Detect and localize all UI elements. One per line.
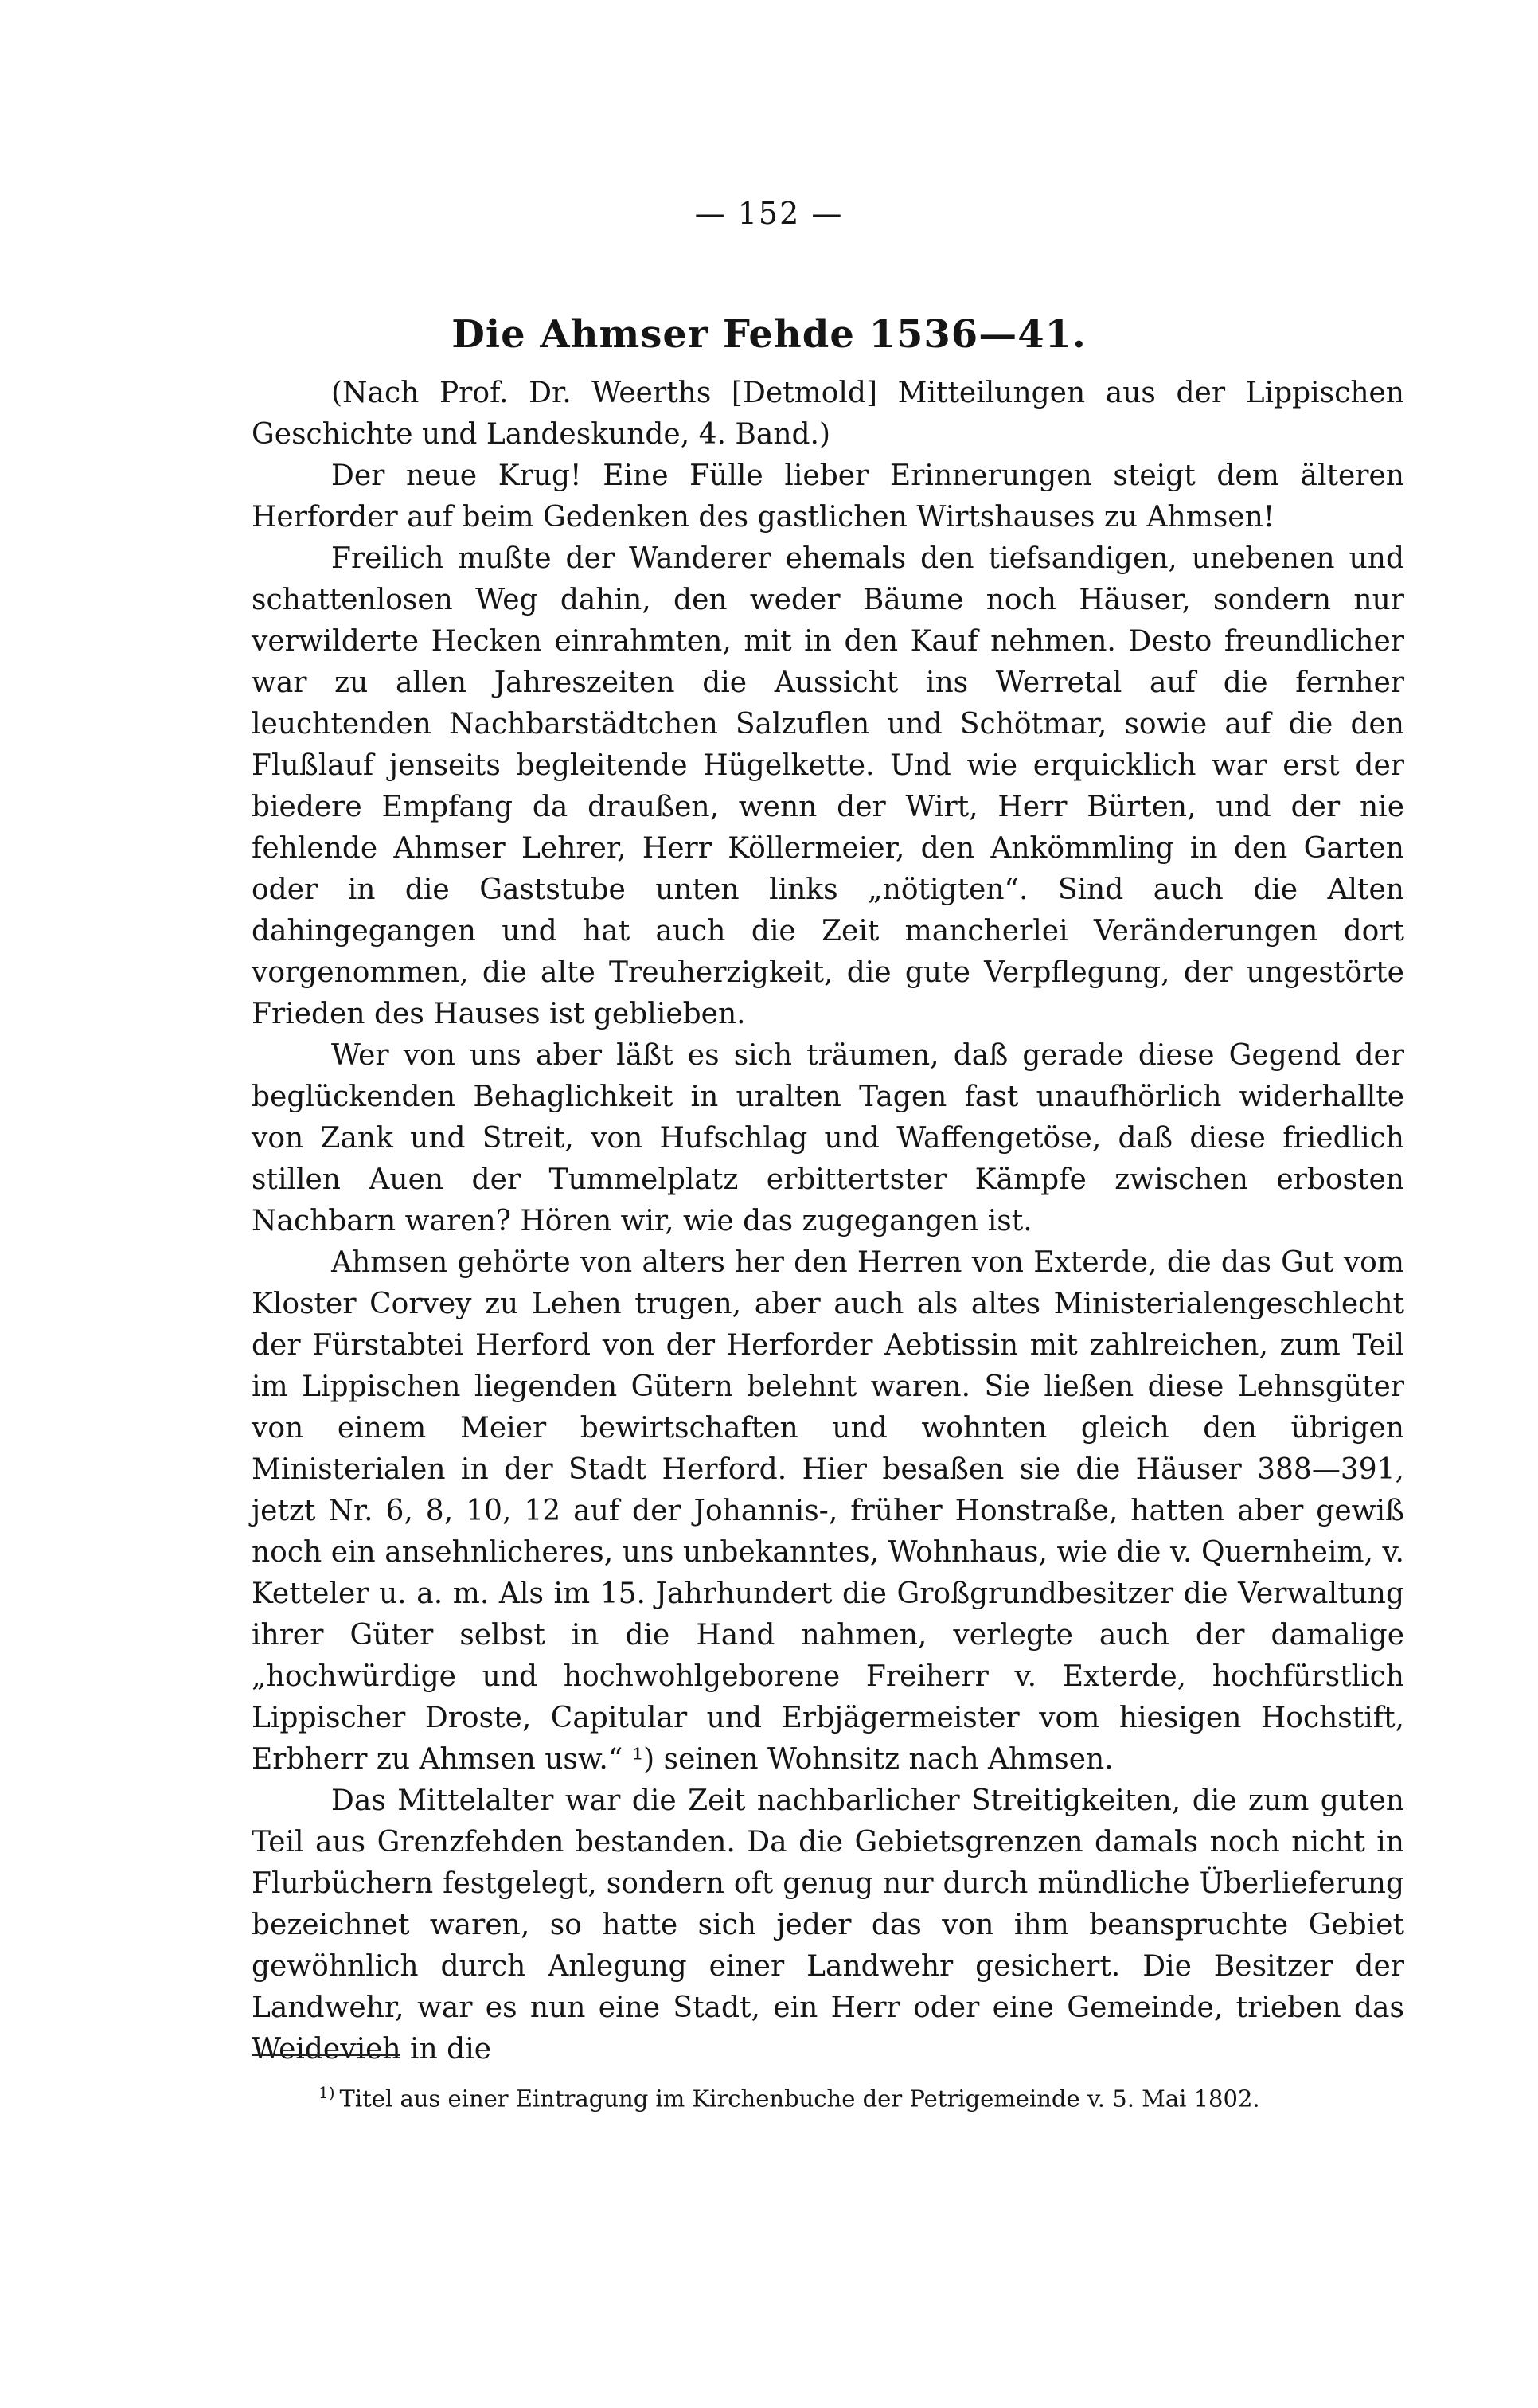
chapter-title: Die Ahmser Fehde 1536—41. — [451, 312, 1087, 357]
page-number: — 152 — — [694, 196, 844, 231]
source-note-paragraph: (Nach Prof. Dr. Weerths [Detmold] Mitteilungen aus der Lippischen Geschichte und Landeskunde, 4. Band.) — [252, 377, 1404, 451]
body-paragraph: Wer von uns aber läßt es sich träumen, daß gerade diese Gegend der beglückenden Behaglichkeit in uralten Tagen fast unaufhörlich widerhallte von Zank und Streit, von Hufschlag und Waffengetöse, daß diese friedlich stillen Auen der Tummelplatz erbittertster Kämpfe zwischen erbosten Nachbarn waren? Hören wir, wie das zugegangen ist. — [252, 1039, 1404, 1237]
body-text — [252, 373, 1404, 2070]
body-paragraph: Das Mittelalter war die Zeit nachbarlicher Streitigkeiten, die zum guten Teil aus Grenzfehden bestanden. Da die Gebietsgrenzen damals noch nicht in Flurbüchern festgelegt, sondern oft genug nur durch mündliche Überlieferung bezeichnet waren, so hatte sich jeder das von ihm beanspruchte Gebiet gewöhnlich durch Anlegung einer Landwehr gesichert. Die Besitzer der Landwehr, war es nun eine Stadt, ein Herr oder eine Gemeinde, trieben das Weidevieh in die — [252, 1784, 1404, 2066]
footnote-text: Titel aus einer Eintragung im Kirchenbuche der Petrigemeinde v. 5. Mai 1802. — [339, 2085, 1260, 2113]
footnote — [318, 2077, 1401, 2115]
body-paragraph: Ahmsen gehörte von alters her den Herren von Exterde, die das Gut vom Kloster Corvey zu Lehen trugen, aber auch als altes Ministerialengeschlecht der Fürstabtei Herford von der Herforder Aebtissin mit zahlreichen, zum Teil im Lippischen liegenden Gütern belehnt waren. Sie ließen diese Lehnsgüter von einem Meier bewirtschaften und wohnten gleich den übrigen Ministerialen in der Stadt Herford. Hier besaßen sie die Häuser 388—391, jetzt Nr. 6, 8, 10, 12 auf der Johannis-, früher Honstraße, hatten aber gewiß noch ein ansehnlicheres, uns unbekanntes, Wohnhaus, wie die v. Quernheim, v. Ketteler u. a. m. Als im 15. Jahrhundert die Großgrundbesitzer die Verwaltung ihrer Güter selbst in die Hand nahmen, verlegte auch der damalige „hochwürdige und hochwohlgeborene Freiherr v. Exterde, hochfürstlich Lippischer Droste, Capitular und Erbjägermeister vom hiesigen Hochstift, Erbherr zu Ahmsen usw.“ ¹) seinen Wohnsitz nach Ahmsen. — [252, 1246, 1404, 1776]
body-paragraph: Freilich mußte der Wanderer ehemals den tiefsandigen, unebenen und schattenlosen Weg dahin, den weder Bäume noch Häuser, sondern nur verwilderte Hecken einrahmten, mit in den Kauf nehmen. Desto freundlicher war zu allen Jahreszeiten die Aussicht ins Werretal auf die fernher leuchtenden Nachbarstädtchen Salzuflen und Schötmar, sowie auf die den Flußlauf jenseits begleitende Hügelkette. Und wie erquicklich war erst der biedere Empfang da draußen, wenn der Wirt, Herr Bürten, und der nie fehlende Ahmser Lehrer, Herr Köllermeier, den Ankömmling in den Garten oder in die Gaststube unten links „nötigten“. Sind auch die Alten dahingegangen und hat auch die Zeit mancherlei Veränderungen dort vorgenommen, die alte Treuherzigkeit, die gute Verpflegung, der ungestörte Frieden des Hauses ist geblieben. — [252, 542, 1404, 1030]
body-paragraph: Der neue Krug! Eine Fülle lieber Erinnerungen steigt dem älteren Herforder auf beim Gedenken des gastlichen Wirtshauses zu Ahmsen! — [252, 459, 1404, 534]
footnote-marker: 1) — [318, 2083, 335, 2102]
footnote-divider — [252, 2054, 400, 2056]
